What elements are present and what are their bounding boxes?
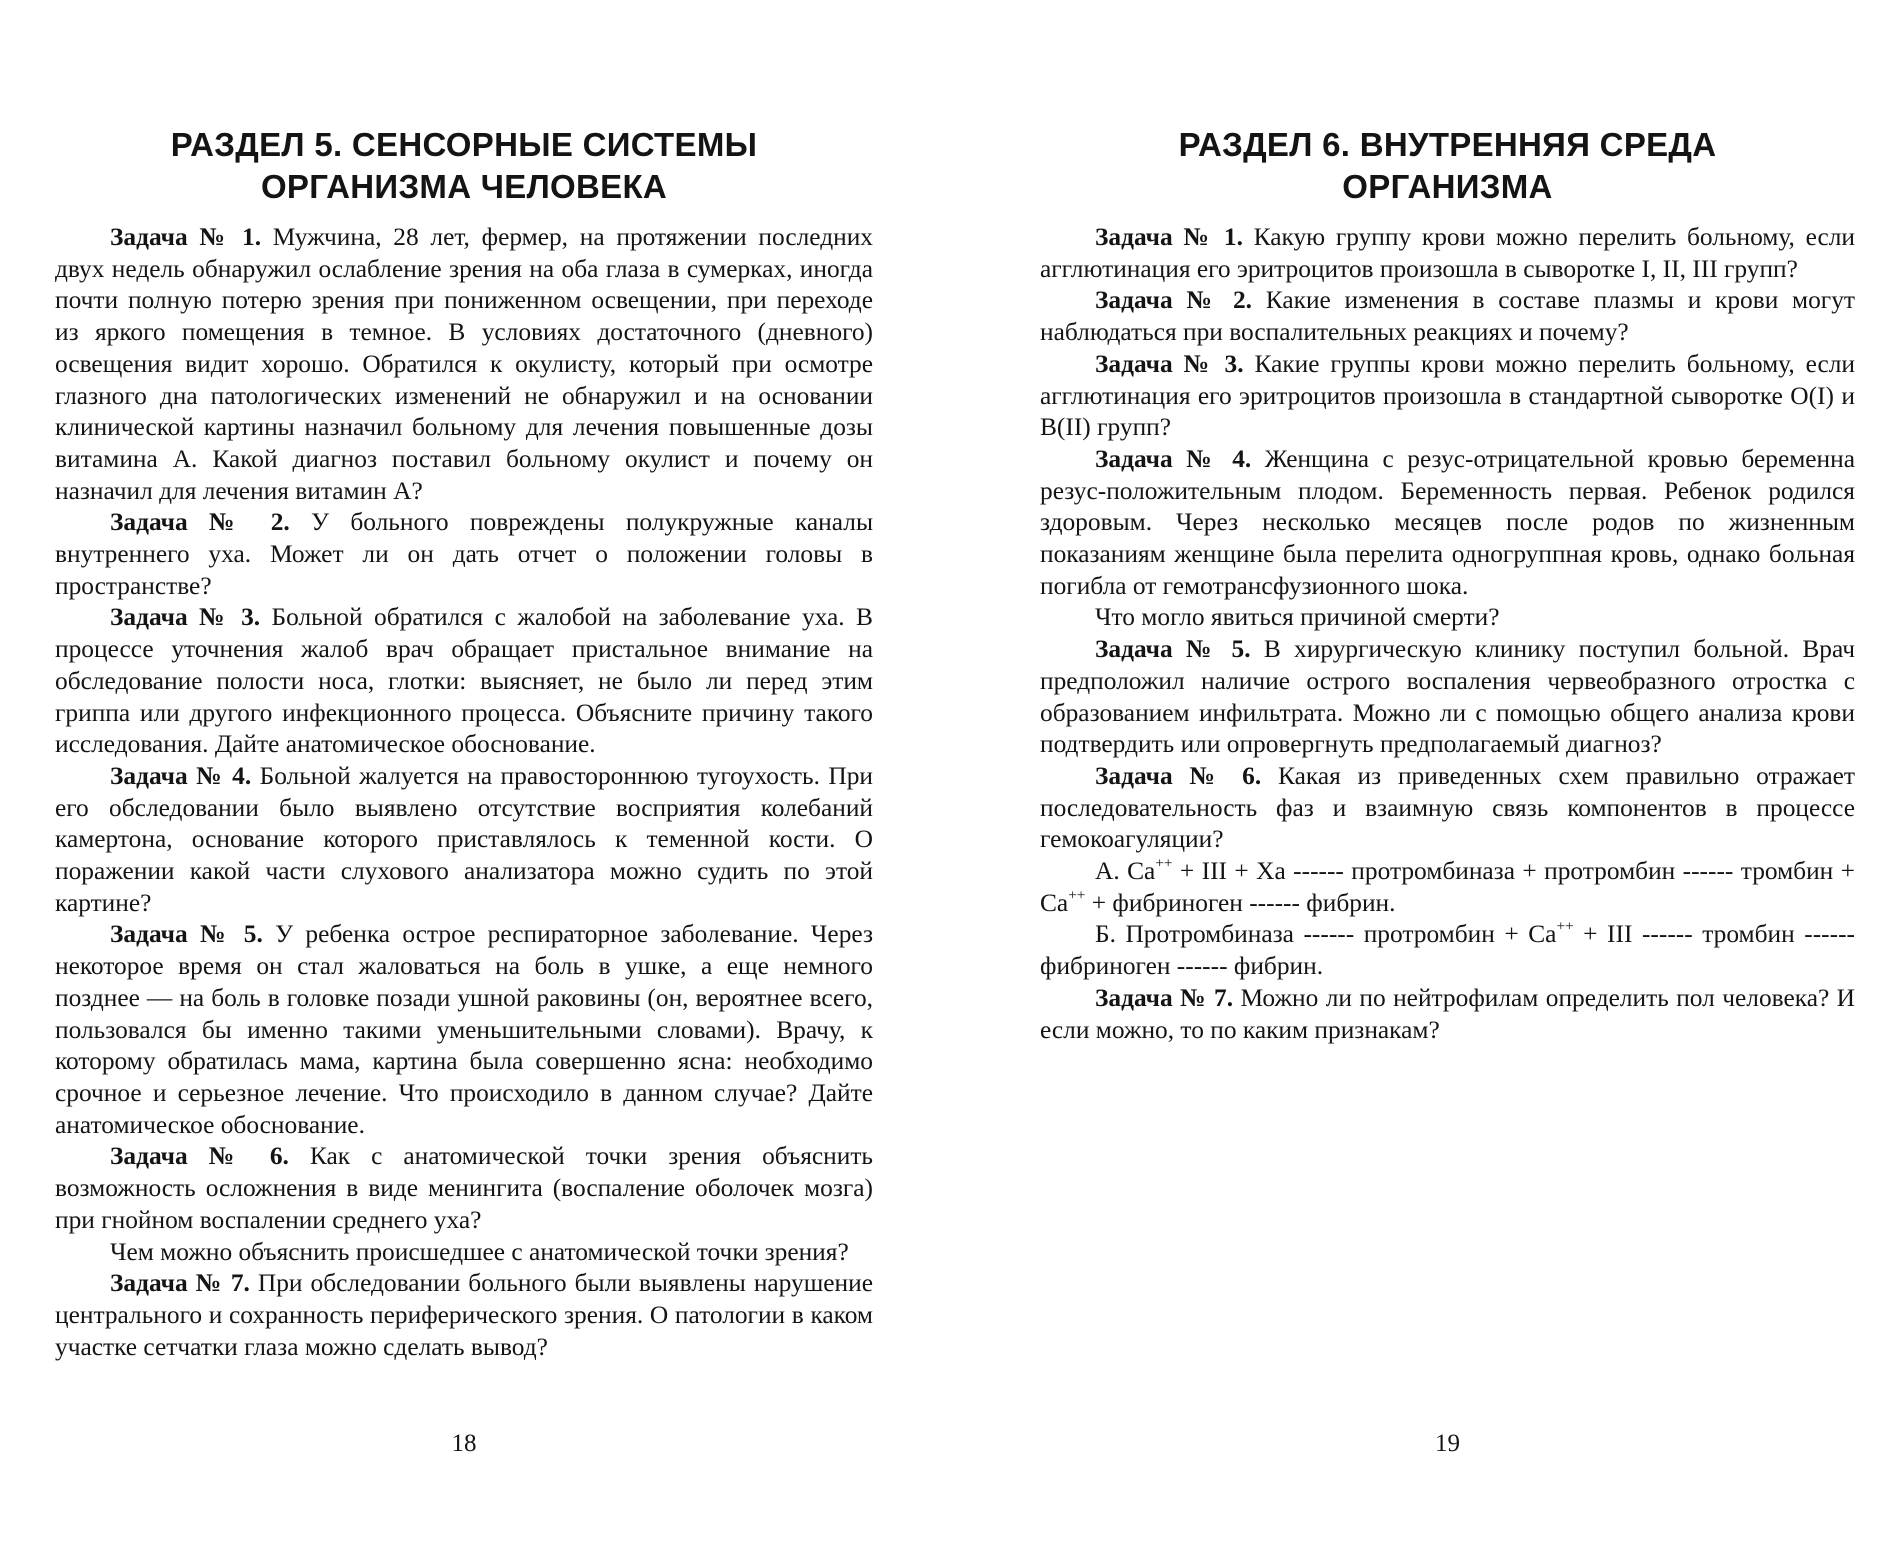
heading-line-2: ОРГАНИЗМА ЧЕЛОВЕКА	[260, 168, 668, 205]
task-paragraph	[55, 1268, 873, 1363]
task-text: Что могло явиться причиной смерти?	[1095, 603, 1500, 632]
task-paragraph	[1040, 222, 1855, 285]
left-page	[55, 0, 873, 1544]
task-paragraph	[1040, 349, 1855, 444]
task-label: Задача № 3.	[1095, 349, 1244, 378]
page-number: 18	[451, 1430, 477, 1457]
task-paragraph	[55, 919, 873, 1141]
task-text: Можно ли по нейтрофилам определить пол человека? И если можно, то по каким признакам?	[1040, 983, 1855, 1044]
scheme-a-part-2: + фибриноген ------ фибрин.	[1085, 888, 1396, 917]
task-paragraph	[55, 507, 873, 602]
task-paragraph	[1040, 634, 1855, 761]
heading-line-1: РАЗДЕЛ 5. СЕНСОРНЫЕ СИСТЕМЫ	[170, 126, 758, 163]
task-label: Задача № 2.	[110, 508, 290, 537]
heading-line-1: РАЗДЕЛ 6. ВНУТРЕННЯЯ СРЕДА	[1178, 126, 1717, 163]
task-label: Задача № 4.	[110, 761, 252, 790]
section-5-heading	[55, 124, 873, 208]
task-paragraph	[55, 222, 873, 507]
task-text: У ребенка острое респираторное заболевание. Через некоторое время он стал жаловаться на боль в ушке, а еще немного позднее — на боль в головке позади ушной раковины (он, вероятнее всего, пользовался бы именно такими уменьшительными словами). Врачу, к которому обратилась мама, картина была совершенно ясна: необходимо срочное и серьезное лечение. Что происходило в данном случае? Дайте анатомическое обоснование.	[55, 920, 873, 1139]
left-page-body	[55, 222, 873, 1363]
scheme-a-prefix: А. Ca	[1095, 857, 1156, 886]
task-label: Задача № 2.	[1095, 286, 1253, 315]
task-text: При обследовании больного были выявлены нарушение центрального и сохранность периферического зрения. О патологии в каком участке сетчатки глаза можно сделать вывод?	[55, 1269, 874, 1361]
task-text: Какие группы крови можно перелить больному, если агглютинация его эритроцитов произошла в стандартной сыворотке O(I) и B(II) групп?	[1040, 349, 1856, 442]
task-label: Задача № 5.	[110, 920, 263, 949]
scheme-b-part-2: + III ------ тромбин ------ фибриноген ------ фибрин.	[1040, 920, 1855, 981]
task-label: Задача № 4.	[1095, 444, 1252, 473]
task-text: Какую группу крови можно перелить больному, если агглютинация его эритроцитов произошла в сыворотке I, II, III групп?	[1040, 223, 1855, 283]
task-text: Как с анатомической точки зрения объяснить возможность осложнения в виде менингита (воспаление оболочек мозга) при гнойном воспалении среднего уха?	[55, 1142, 874, 1234]
task-label: Задача № 7.	[1095, 983, 1234, 1012]
task-label: Задача № 3.	[110, 603, 261, 632]
task-paragraph	[1040, 983, 1855, 1046]
task-text: Чем можно объяснить происшедшее с анатомической точки зрения?	[110, 1237, 849, 1266]
task-paragraph	[1040, 444, 1855, 603]
task-text: Больной жалуется на правостороннюю тугоухость. При его обследовании было выявлено отсутствие восприятия колебаний камертона, основание которого приставлялось к теменной кости. О поражении какой части слухового анализатора можно судить по этой картине?	[55, 761, 873, 917]
task-paragraph	[1040, 602, 1855, 634]
task-text: Мужчина, 28 лет, фермер, на протяжении последних двух недель обнаружил ослабление зрения на оба глаза в сумерках, иногда почти полную потерю зрения при пониженном освещении, при переходе из яркого помещения в темное. В условиях достаточного (дневного) освещения видит хорошо. Обратился к окулисту, который при осмотре глазного дна патологических изменений не обнаружил и на основании клинической картины назначил больному для лечения повышенные дозы витамина А. Какой диагноз поставил больному окулист и почему он назначил для лечения витамин А?	[55, 223, 873, 505]
task-label: Задача № 1.	[110, 223, 262, 251]
task-text: Больной обратился с жалобой на заболевание уха. В процессе уточнения жалоб врач обращает пристальное внимание на обследование полости носа, глотки: выясняет, не было ли перед этим гриппа или другого инфекционного процесса. Объясните причину такого исследования. Дайте анатомическое обоснование.	[55, 603, 873, 759]
task-paragraph	[55, 1141, 873, 1236]
task-paragraph	[1040, 285, 1855, 348]
task-paragraph	[55, 602, 873, 761]
section-6-heading	[1040, 124, 1855, 208]
task-text: Какая из приведенных схем правильно отражает последовательность фаз и взаимную связь компонентов в процессе гемокоагуляции?	[1040, 761, 1855, 854]
superscript: ++	[1068, 886, 1086, 904]
task-text: В хирургическую клинику поступил больной. Врач предположил наличие острого воспаления червеобразного отростка с образованием инфильтрата. Можно ли с помощью общего анализа крови подтвердить или опровергнуть предполагаемый диагноз?	[1040, 635, 1855, 759]
heading-line-2: ОРГАНИЗМА	[1342, 168, 1553, 205]
page-number: 19	[1435, 1430, 1460, 1457]
task-label: Задача № 6.	[1095, 761, 1262, 790]
right-page	[1040, 0, 1855, 1544]
task-paragraph	[55, 1237, 873, 1269]
task-text: Какие изменения в составе плазмы и крови могут наблюдаться при воспалительных реакциях и почему?	[1040, 286, 1855, 347]
task-paragraph	[55, 761, 873, 920]
task-label: Задача № 5.	[1095, 635, 1251, 664]
task-text: Женщина с резус-отрицательной кровью беременна резус-положительным плодом. Беременность первая. Ребенок родился здоровым. Через несколько месяцев после родов по жизненным показаниям женщине была перелита одногруппная кровь, однако больная погибла от гемотрансфузионного шока.	[1040, 444, 1855, 600]
task-label: Задача № 7.	[110, 1269, 250, 1298]
coagulation-scheme-a	[1040, 856, 1855, 919]
task-label: Задача № 1.	[1095, 223, 1243, 251]
right-page-body	[1040, 222, 1855, 1046]
superscript: ++	[1556, 918, 1574, 936]
superscript: ++	[1155, 854, 1173, 872]
scheme-a-part-1: + III + Xa ------ протромбиназа + протромбин ------ тромбин + Ca	[1040, 857, 1855, 917]
task-text: У больного повреждены полукружные каналы внутреннего уха. Может ли он дать отчет о положении головы в пространстве?	[55, 508, 873, 600]
scheme-b-part-1: Б. Протромбиназа ------ протромбин + Ca	[1095, 920, 1557, 949]
task-label: Задача № 6.	[110, 1142, 289, 1171]
coagulation-scheme-b	[1040, 919, 1855, 982]
task-paragraph	[1040, 761, 1855, 856]
